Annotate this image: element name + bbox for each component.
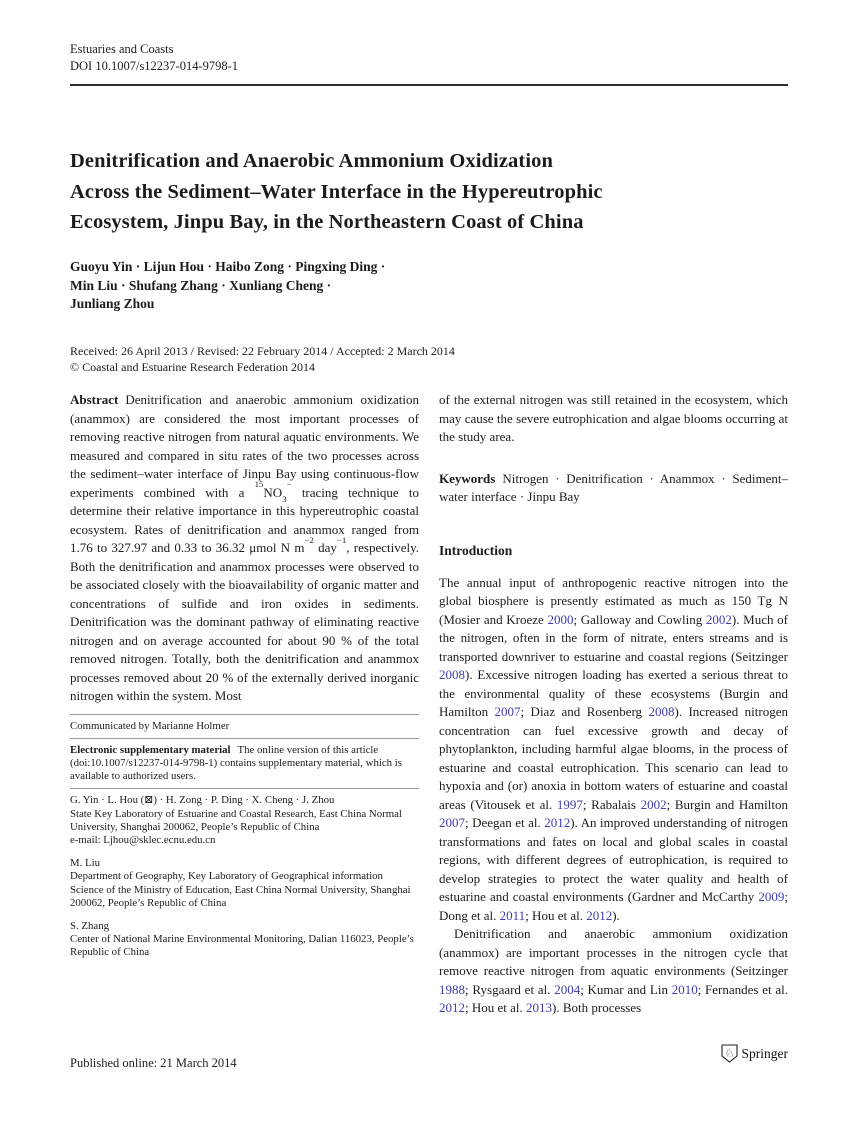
text-run: ; Galloway and Cowling	[573, 611, 706, 627]
citation-link[interactable]: 2008	[439, 667, 465, 682]
journal-header	[70, 41, 788, 75]
text-run: The annual input of anthropogenic reactive nitrogen into the global biosphere is presently estimated as much as 150 Tg N (Mosier and Kroeze	[439, 574, 788, 627]
left-column	[70, 391, 419, 1018]
citation-link[interactable]: 1988	[439, 981, 465, 997]
article-title-line-2: Across the Sediment–Water Interface in the Hypereutrophic	[70, 180, 603, 203]
doi-line: DOI 10.1007/s12237-014-9798-1	[70, 59, 239, 73]
citation-link[interactable]: 2002	[640, 796, 667, 812]
affiliation-1-authors: G. Yin · L. Hou (⊠) · H. Zong · P. Ding · X. Cheng · J. Zhou	[70, 794, 335, 807]
publisher-brand	[721, 1044, 789, 1063]
text-run: ). Both processes	[552, 1000, 642, 1015]
text-run: ; Hou et al.	[465, 1000, 527, 1015]
esm-label: Electronic supplementary material	[70, 743, 231, 756]
affiliation-3	[70, 920, 419, 960]
affiliation-3-authors: S. Zhang	[70, 919, 109, 932]
article-title-line-3: Ecosystem, Jinpu Bay, in the Northeastern Coast of China	[70, 211, 584, 233]
affiliation-1-address: State Key Laboratory of Estuarine and Coastal Research, East China Normal University, Shanghai 200062, People’s Republic of China	[70, 807, 402, 833]
text-run: ; Dong et al.	[439, 889, 788, 923]
citation-link[interactable]: 2010	[671, 981, 698, 997]
affiliation-1	[70, 794, 419, 847]
affiliation-2	[70, 857, 419, 910]
text-run: ; Burgin and Hamilton	[666, 796, 788, 812]
text-run: Denitrification and anaerobic ammonium oxidization (anammox) are considered the most important processes of removing reactive nitrogen from natural aquatic environments. We measured and compared in situ rates of the two processes across the sediment–water interface of Jinpu Bay using continuous-flow experiments combined with a	[70, 392, 419, 500]
citation-link[interactable]: 2007	[494, 704, 521, 719]
citation-link[interactable]: 2012	[544, 815, 571, 830]
esm-note	[70, 744, 419, 784]
text-run: ). Increased nitrogen concentration can fuel excessive growth and decay of phytoplankton, including harmful algae blooms, in the process of estuarine and coastal eutrophication. This scenario can lead to hypoxia and (or) anoxia in bottom waters of estuarine and coastal areas (Vitousek et al.	[439, 704, 789, 812]
text-run: The online version of this article (doi:10.1007/s12237-014-9798-1) contains supplementary material, which is available to authorized users.	[70, 743, 402, 783]
published-online-note: Published online: 21 March 2014	[70, 1056, 237, 1070]
citation-link[interactable]: 2002	[705, 611, 732, 627]
text-run: −	[286, 479, 292, 490]
citation-link[interactable]: 2000	[547, 611, 574, 627]
header-rule	[70, 84, 788, 86]
text-run: ; Rysgaard et al.	[465, 981, 555, 997]
springer-horse-shield-icon	[721, 1044, 738, 1063]
section-heading-introduction: Introduction	[439, 542, 513, 558]
citation-link[interactable]: 2013	[526, 1000, 553, 1015]
article-history: Received: 26 April 2013 / Revised: 22 February 2014 / Accepted: 2 March 2014	[70, 344, 455, 358]
article-meta	[70, 344, 670, 375]
text-run: −2	[304, 534, 314, 545]
text-run: day	[313, 540, 337, 555]
keywords-paragraph	[439, 470, 788, 507]
copyright-line: © Coastal and Estuarine Research Federation 2014	[70, 359, 316, 374]
affiliation-2-address: Department of Geography, Key Laboratory of Geographical information Science of the Ministry of Education, East China Normal University, Shanghai 200062, People’s Republic of China	[70, 870, 411, 909]
two-column-body	[70, 391, 788, 1018]
footnote-rule-1	[70, 714, 419, 715]
citation-link[interactable]: 2008	[648, 704, 675, 719]
text-run: ).	[612, 907, 620, 923]
text-run: −1	[336, 534, 347, 545]
text-run: NO	[263, 484, 283, 500]
text-run: tracing technique to determine their relative importance in this hypereutrophic coastal ecosystem. Rates of denitrification and anammox ranged from 1.76 to 327.97 and 0.33 to 36.32 μmol N m	[70, 484, 419, 555]
citation-link[interactable]: 2007	[439, 815, 465, 830]
article-title	[70, 146, 790, 238]
text-run: ). Excessive nitrogen loading has exerted a serious threat to the environmental quality of these ecosystems (Burgin and Hamilton	[439, 667, 788, 719]
abstract-label: Abstract	[70, 392, 119, 407]
affiliation-1-email: e-mail: Ljhou@sklec.ecnu.edu.cn	[70, 833, 216, 846]
citation-link[interactable]: 2009	[758, 889, 785, 904]
intro-paragraph-1	[439, 574, 788, 926]
citation-link[interactable]: 2004	[554, 981, 581, 997]
citation-link[interactable]: 2011	[499, 907, 526, 923]
author-list	[70, 258, 670, 314]
journal-name: Estuaries and Coasts	[70, 42, 174, 56]
text-run: Nitrogen · Denitrification · Anammox · Sediment–water interface · Jinpu Bay	[439, 470, 788, 504]
text-run: ). Much of the nitrogen, often in the form of nitrate, enters streams and is transported downriver to estuarine and coastal regions (Seitzinger	[439, 611, 788, 664]
text-run: Denitrification and anaerobic ammonium oxidization (anammox) are important processes in the nitrogen cycle that remove reactive nitrogen from aquatic environments (Seitzinger	[439, 926, 788, 978]
text-run: ; Rabalais	[582, 796, 641, 812]
text-run: 3	[282, 494, 287, 505]
affiliation-3-address: Center of National Marine Environmental Monitoring, Dalian 116023, People’s Republic of China	[70, 933, 414, 959]
text-run: ; Deegan et al.	[465, 815, 545, 830]
text-run: 15	[254, 479, 264, 490]
text-run: ). An improved understanding of nitrogen transformations and fates on local and global scales in coastal regions, with different degrees of eutrophication, is required to develop strategies to protect the water quality and health of estuarine and coastal environments (Gardner and McCarthy	[439, 815, 788, 904]
footnotes-block	[70, 714, 419, 960]
text-run: ; Fernandes et al.	[697, 981, 788, 997]
author-line-3: Junliang Zhou	[70, 296, 155, 311]
keywords-label: Keywords	[439, 470, 496, 486]
footnote-rule-3	[70, 788, 419, 789]
author-line-1: Guoyu Yin · Lijun Hou · Haibo Zong · Pingxing Ding ·	[70, 259, 386, 274]
abstract-continued: of the external nitrogen was still retained in the ecosystem, which may cause the severe eutrophication and algae blooms occurring at the study area.	[439, 392, 788, 444]
text-run: ; Diaz and Rosenberg	[520, 704, 649, 719]
text-run: , respectively. Both the denitrification and anammox processes were observed to be associated closely with the bioavailability of organic matter and concentrations of sulfide and iron oxides in sediments. Denitrification was the dominant pathway of eliminating reactive nitrogen and on average accounted for about 90 % of the total removed nitrogen. Totally, both the denitrification and anammox processes removed about 20 % of the externally derived inorganic nitrogen within the system. Most	[70, 540, 419, 703]
intro-paragraph-2	[439, 925, 788, 1018]
springer-wordmark: Springer	[741, 1045, 788, 1061]
affiliation-2-authors: M. Liu	[70, 857, 100, 870]
abstract-paragraph	[70, 391, 419, 706]
text-run: ; Kumar and Lin	[580, 981, 672, 997]
svg-text:♘: ♘	[724, 1046, 734, 1060]
citation-link[interactable]: 2012	[439, 1000, 465, 1015]
author-line-2: Min Liu · Shufang Zhang · Xunliang Cheng ·	[70, 277, 332, 293]
citation-link[interactable]: 2012	[586, 907, 613, 923]
communicated-by-note: Communicated by Marianne Holmer	[70, 719, 230, 732]
citation-link[interactable]: 1997	[556, 796, 583, 812]
footnote-rule-2	[70, 738, 419, 739]
article-title-line-1: Denitrification and Anaerobic Ammonium Oxidization	[70, 150, 553, 172]
text-run: ; Hou et al.	[525, 907, 587, 923]
right-column	[439, 391, 788, 1018]
